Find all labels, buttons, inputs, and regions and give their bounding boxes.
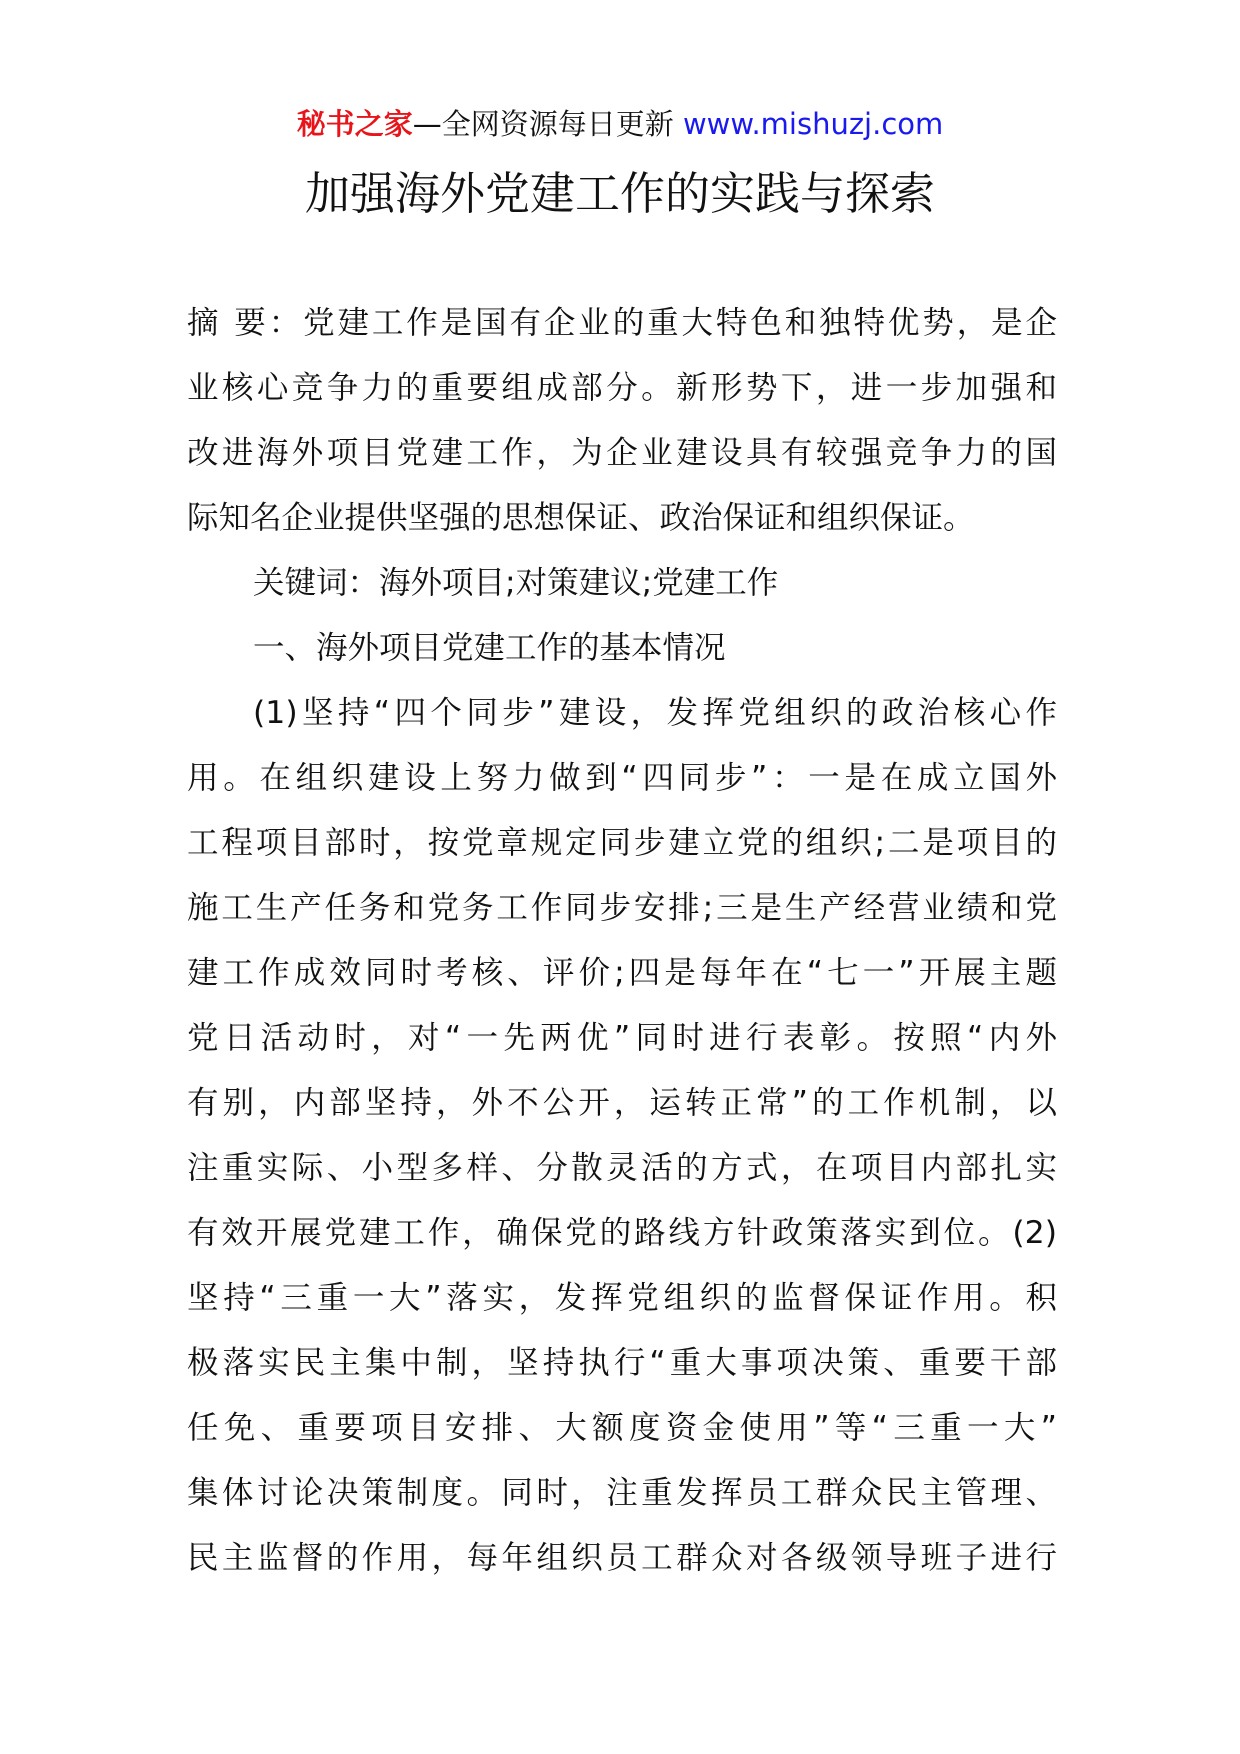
body-line: 工程项目部时，按党章规定同步建立党的组织;二是项目的: [187, 825, 1057, 861]
abstract-line: 业核心竞争力的重要组成部分。新形势下，进一步加强和: [187, 370, 1057, 406]
body-line: 集体讨论决策制度。同时，注重发挥员工群众民主管理、: [187, 1475, 1057, 1511]
body-line: 注重实际、小型多样、分散灵活的方式，在项目内部扎实: [187, 1150, 1057, 1186]
document-title: 加强海外党建工作的实践与探索: [304, 167, 935, 220]
body-line: (1)坚持“四个同步”建设，发挥党组织的政治核心作: [253, 695, 1057, 731]
abstract-line: 际知名企业提供坚强的思想保证、政治保证和组织保证。: [187, 500, 975, 536]
keywords-line: 关键词：海外项目;对策建议;党建工作: [253, 565, 779, 601]
abstract-line: 改进海外项目党建工作，为企业建设具有较强竞争力的国: [187, 435, 1057, 471]
body-line: 极落实民主集中制，坚持执行“重大事项决策、重要干部: [187, 1345, 1057, 1381]
site-brand: 秘书之家: [296, 107, 413, 141]
abstract-line: 摘 要：党建工作是国有企业的重大特色和独特优势，是企: [187, 305, 1057, 341]
document-body: [187, 295, 1057, 1595]
site-tagline: —全网资源每日更新: [412, 107, 674, 141]
body-line: 任免、重要项目安排、大额度资金使用”等“三重一大”: [187, 1410, 1057, 1446]
body-line: 有别，内部坚持，外不公开，运转正常”的工作机制，以: [187, 1085, 1057, 1121]
body-line: 党日活动时，对“一先两优”同时进行表彰。按照“内外: [187, 1020, 1057, 1056]
site-header: [0, 104, 1240, 144]
body-line: 坚持“三重一大”落实，发挥党组织的监督保证作用。积: [187, 1280, 1057, 1316]
body-line: 民主监督的作用，每年组织员工群众对各级领导班子进行: [187, 1540, 1057, 1576]
body-line: 建工作成效同时考核、评价;四是每年在“七一”开展主题: [187, 955, 1057, 991]
site-url[interactable]: www.mishuzj.com: [682, 107, 944, 141]
body-line: 施工生产任务和党务工作同步安排;三是生产经营业绩和党: [187, 890, 1057, 926]
section-heading: 一、海外项目党建工作的基本情况: [253, 630, 726, 666]
body-line: 有效开展党建工作，确保党的路线方针政策落实到位。(2): [187, 1215, 1057, 1251]
body-line: 用。在组织建设上努力做到“四同步”：一是在成立国外: [187, 760, 1057, 796]
